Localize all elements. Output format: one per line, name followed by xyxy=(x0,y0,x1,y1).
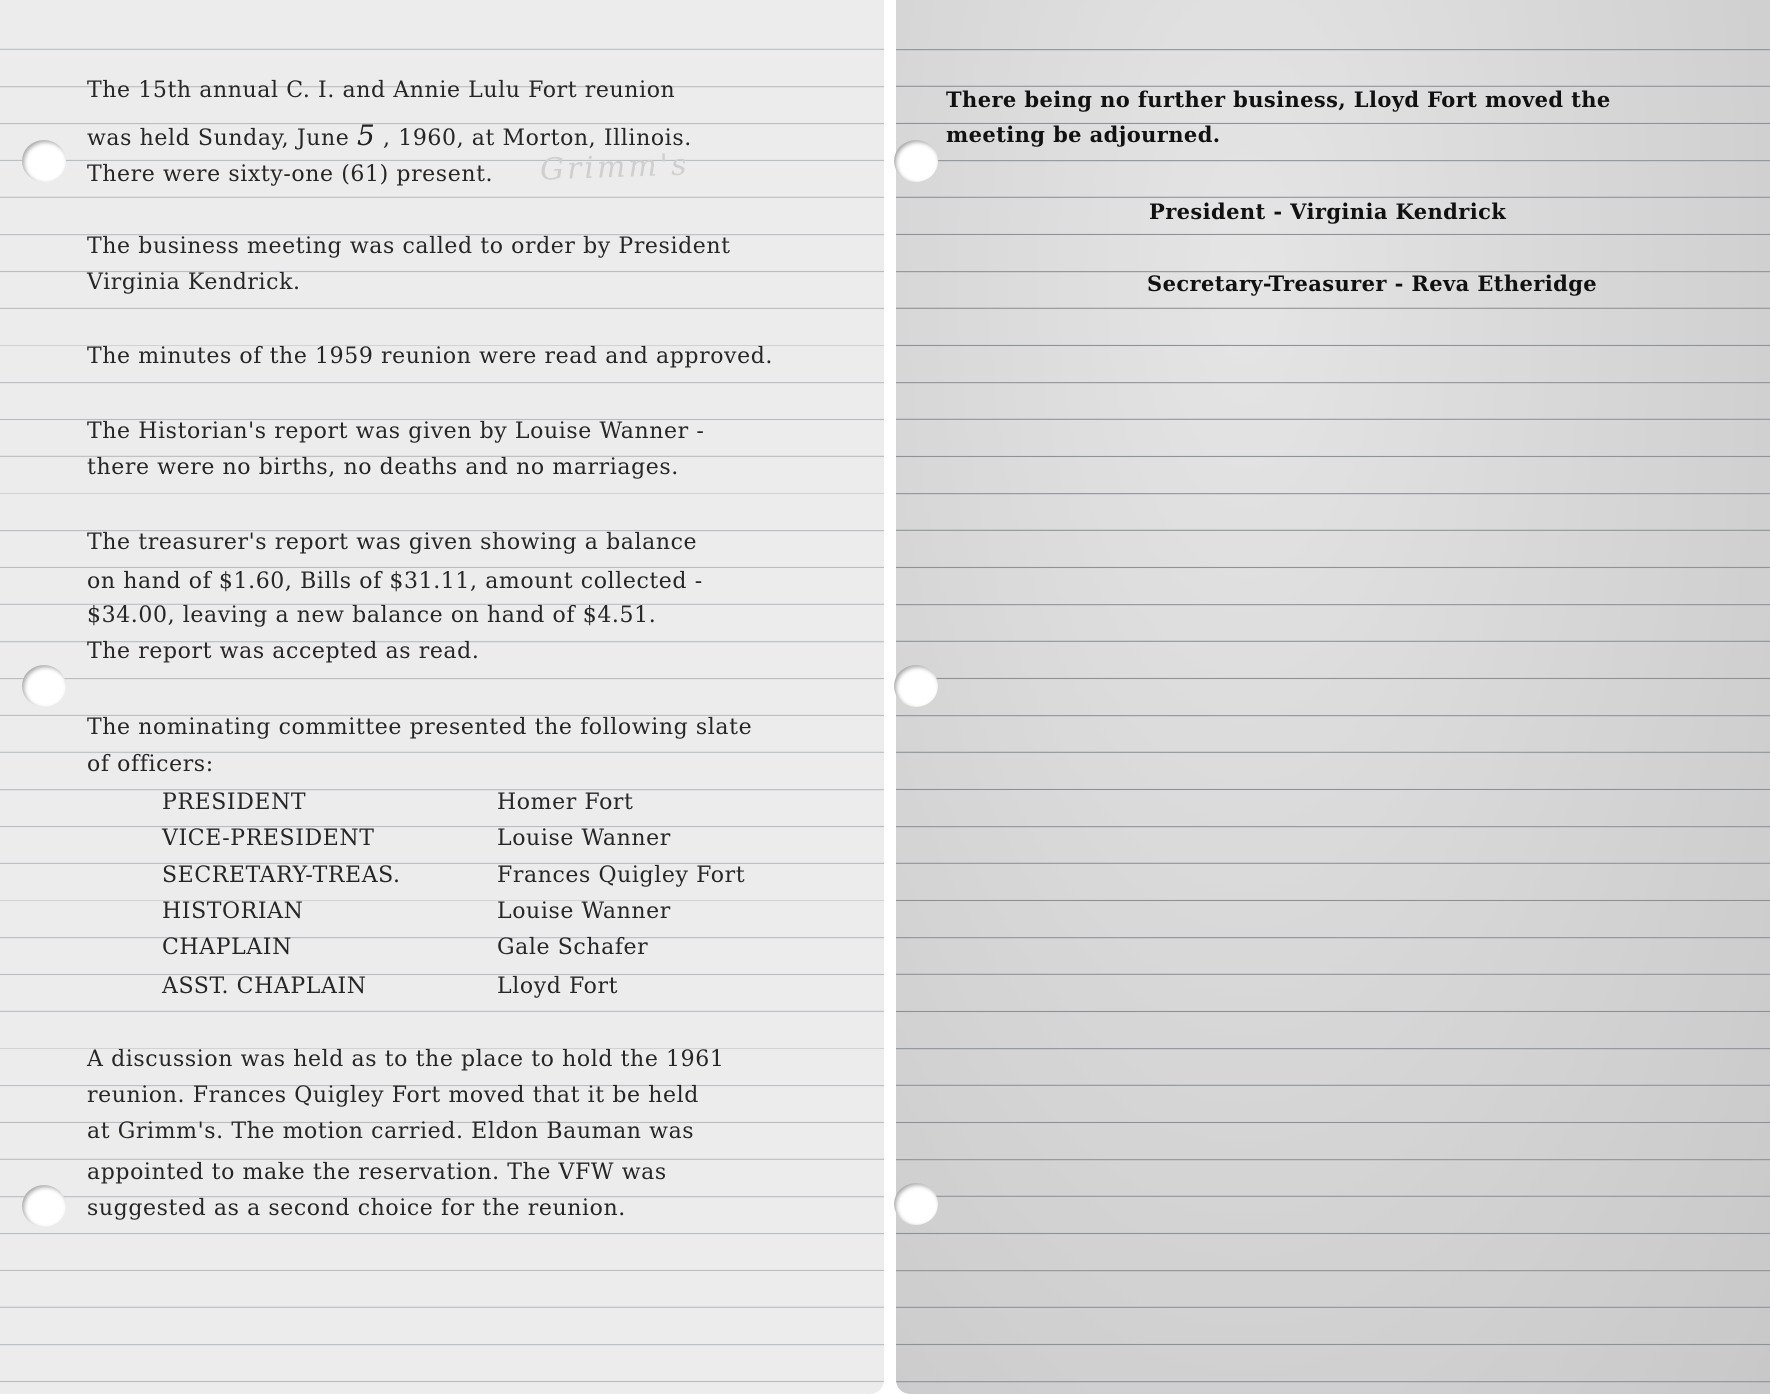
officer-role: SECRETARY-TREAS. xyxy=(162,863,401,888)
text-line: of officers: xyxy=(87,752,214,777)
text-line: appointed to make the reservation. The VFW was xyxy=(87,1160,667,1185)
text-fragment: , 1960, at Morton, Illinois. xyxy=(383,126,692,151)
text-line: The treasurer's report was given showing a balance xyxy=(87,530,698,555)
text-line: there were no births, no deaths and no marriages. xyxy=(87,455,679,480)
right-notebook-page xyxy=(896,0,1770,1394)
text-line: A discussion was held as to the place to hold the 1961 xyxy=(87,1047,725,1072)
text-line: Virginia Kendrick. xyxy=(87,270,301,295)
text-line: The 15th annual C. I. and Annie Lulu Fort reunion xyxy=(87,78,676,103)
binder-hole xyxy=(894,140,938,182)
closing-line: There being no further business, Lloyd Fort moved the xyxy=(946,87,1611,112)
binder-hole xyxy=(22,140,66,182)
text-line: The Historian's report was given by Louise Wanner - xyxy=(87,419,705,444)
faint-handwritten-note: Grimm's xyxy=(539,147,691,188)
officer-role: ASST. CHAPLAIN xyxy=(162,974,367,999)
officer-name: Lloyd Fort xyxy=(497,974,619,999)
officer-name: Louise Wanner xyxy=(497,899,671,924)
text-line: There were sixty-one (61) present. xyxy=(87,162,494,187)
handwritten-date: 5 xyxy=(357,119,376,152)
officer-role: HISTORIAN xyxy=(162,899,304,924)
officer-role: PRESIDENT xyxy=(162,790,307,815)
text-line: suggested as a second choice for the reunion. xyxy=(87,1196,626,1221)
officer-role: VICE-PRESIDENT xyxy=(162,826,375,851)
secretary-signature: Secretary-Treasurer - Reva Etheridge xyxy=(1147,271,1598,296)
binder-hole xyxy=(22,1185,66,1227)
binder-hole xyxy=(22,665,66,707)
text-line: The business meeting was called to order by President xyxy=(87,234,731,259)
officer-name: Gale Schafer xyxy=(497,935,649,960)
text-line: reunion. Frances Quigley Fort moved that it be held xyxy=(87,1083,699,1108)
text-line: The report was accepted as read. xyxy=(87,639,480,664)
officer-name: Louise Wanner xyxy=(497,826,671,851)
left-notebook-page xyxy=(0,0,884,1394)
text-line xyxy=(87,119,692,152)
text-line: $34.00, leaving a new balance on hand of $4.51. xyxy=(87,603,657,628)
text-line: The minutes of the 1959 reunion were read and approved. xyxy=(87,344,773,369)
text-line: The nominating committee presented the following slate xyxy=(87,715,753,740)
officer-role: CHAPLAIN xyxy=(162,935,292,960)
officer-name: Homer Fort xyxy=(497,790,634,815)
closing-line: meeting be adjourned. xyxy=(946,122,1221,147)
text-fragment: was held Sunday, June xyxy=(87,126,350,151)
president-signature: President - Virginia Kendrick xyxy=(1149,199,1507,224)
officer-name: Frances Quigley Fort xyxy=(497,863,746,888)
binder-hole xyxy=(894,1183,938,1225)
text-line: on hand of $1.60, Bills of $31.11, amount collected - xyxy=(87,569,703,594)
text-line: at Grimm's. The motion carried. Eldon Bauman was xyxy=(87,1119,695,1144)
binder-hole xyxy=(894,665,938,707)
